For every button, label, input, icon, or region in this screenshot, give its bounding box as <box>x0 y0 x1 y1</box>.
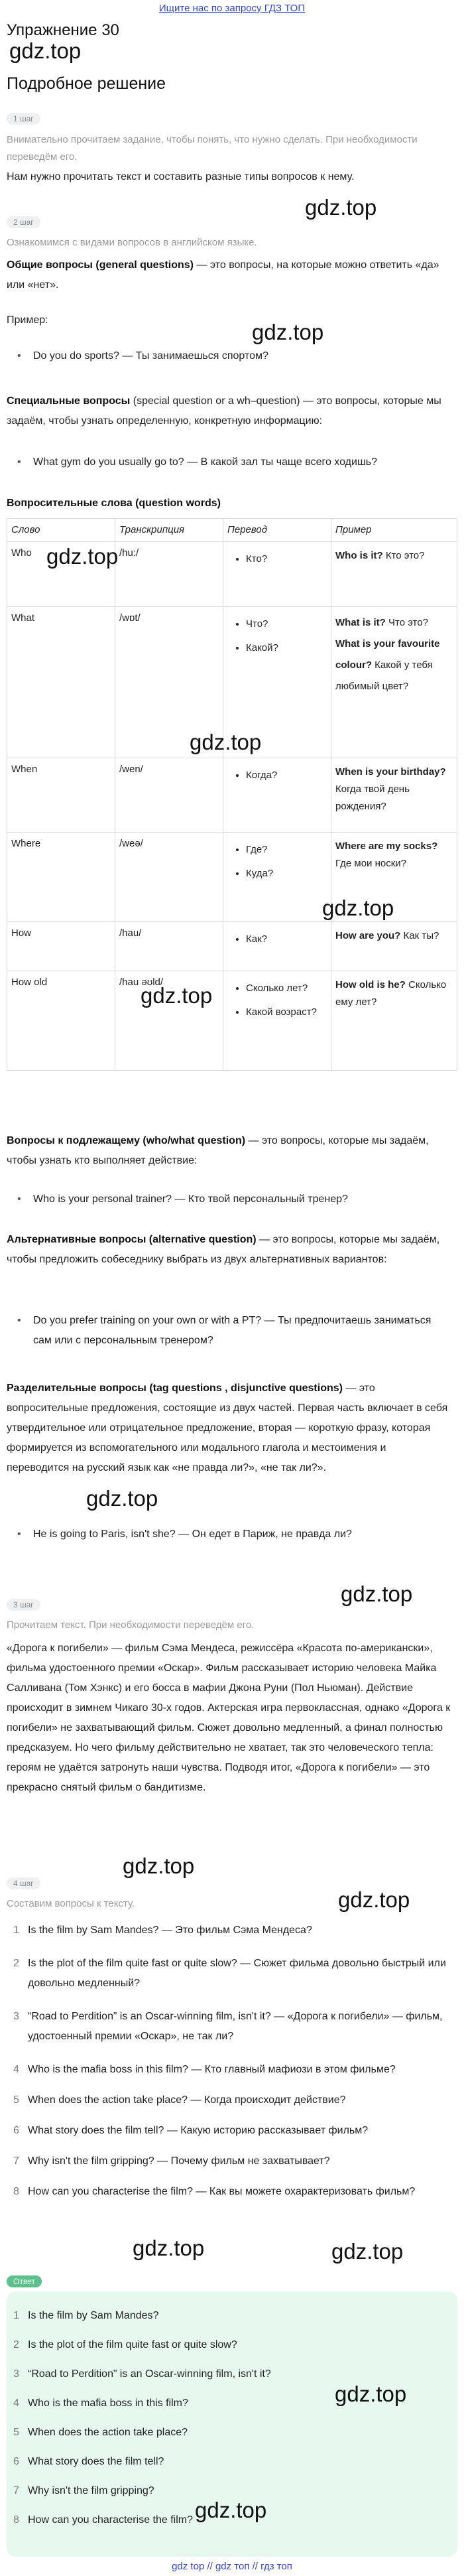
translation-item: • Куда? <box>246 862 327 886</box>
subject-questions-term: Вопросы к подлежащему (who/what question) <box>7 1135 246 1146</box>
word-cell: How old <box>7 971 115 1071</box>
answer-item-text: Why isn't the film gripping? <box>28 2485 154 2496</box>
translation-item: • Сколько лет? <box>246 977 327 1000</box>
translation-item: • Как? <box>246 927 327 951</box>
answer-item-text: Is the plot of the film quite fast or quite slow? <box>28 2339 237 2350</box>
table-header-cell: Слово <box>7 519 115 542</box>
translation-cell <box>223 542 331 607</box>
answer-badge: Ответ <box>7 2275 42 2287</box>
alternative-questions-term: Альтернативные вопросы (alternative question) <box>7 1234 257 1245</box>
special-example: • What gym do you usually go to? — В какой зал ты чаще всего ходишь? <box>33 452 451 472</box>
general-example: • Do you do sports? — Ты занимаешься спортом? <box>33 346 451 366</box>
list-number: 4 <box>13 2398 19 2409</box>
list-number: 5 <box>13 2427 19 2438</box>
example-ru: Какой у тебя любимый цвет? <box>335 659 433 692</box>
list-item-text: Is the film by Sam Mandes? — Это фильм Сэма Мендеса? <box>28 1925 312 1936</box>
tag-questions-term: Разделительные вопросы (tag questions , disjunctive questions) <box>7 1383 343 1394</box>
translation-cell <box>223 922 331 971</box>
question-words-table <box>7 518 457 1071</box>
alternative-questions-def <box>7 1230 451 1270</box>
answer-item <box>13 2335 452 2355</box>
example-cell <box>331 607 457 758</box>
brand-watermark: gdz.top <box>341 1582 413 1606</box>
list-item <box>13 1954 452 1994</box>
transcription-cell: /weə/ <box>115 833 223 922</box>
step1-note: Внимательно прочитаем задание, чтобы понять, что нужно сделать. При необходимости переведём его. <box>7 134 418 163</box>
transcription-cell: /hau/ <box>115 922 223 971</box>
answer-item <box>13 2306 452 2326</box>
list-item <box>13 2007 452 2047</box>
list-item <box>13 2182 452 2202</box>
subject-questions-desc: — это вопросы, которые мы задаём, чтобы узнать кто выполняет действие: <box>7 1135 429 1166</box>
translation-item: • Где? <box>246 838 327 862</box>
list-number: 1 <box>13 2310 19 2321</box>
brand-watermark: gdz.top <box>141 983 213 1008</box>
example-ru: Когда твой день рождения? <box>335 783 410 812</box>
example-label: Пример: <box>7 314 48 326</box>
table-header-cell: Транскрипция <box>115 519 223 542</box>
brand-watermark: gdz.top <box>305 195 377 220</box>
special-questions-def <box>7 391 451 431</box>
translation-item: • Какой? <box>246 636 327 660</box>
answer-item-text: What story does the film tell? <box>28 2456 164 2467</box>
word-cell: Where <box>7 833 115 922</box>
brand-watermark: gdz.top <box>9 38 82 63</box>
list-item <box>13 2060 452 2080</box>
list-number: 8 <box>13 2514 19 2526</box>
tag-questions-desc: — это вопросительные предложения, состоящие из двух частей. Первая часть включает в себя утвердительное или отрицательное предложение, вторая — короткую фразу, которая формируется из вспомогательного или модального глагола и местоимения и переводится на русский язык как «не правда ли?», «не так ли?». <box>7 1383 448 1473</box>
translation-cell <box>223 971 331 1071</box>
example-ru: Как ты? <box>400 930 439 941</box>
example-ru: Где мои носки? <box>335 858 406 869</box>
brand-watermark: gdz.top <box>322 896 394 920</box>
top-banner-link[interactable]: Ищите нас по запросу ГДЗ ТОП <box>158 3 306 14</box>
subject-questions-def <box>7 1131 451 1171</box>
table-row <box>7 758 457 833</box>
example-ru: Кто это? <box>382 550 425 561</box>
answer-item-text: How can you characterise the film? <box>28 2514 193 2526</box>
transcription-cell: /hau əʊld/ <box>115 971 223 1071</box>
step-badge-2: 2 шаг <box>7 216 40 228</box>
word-cell: When <box>7 758 115 833</box>
list-item <box>13 2090 452 2110</box>
list-item <box>13 2151 452 2171</box>
table-header-cell: Перевод <box>223 519 331 542</box>
tag-questions-def <box>7 1379 451 1478</box>
general-questions-def <box>7 255 451 295</box>
list-item <box>13 1921 452 1940</box>
list-item-text: Is the plot of the film quite fast or quite slow? — Сюжет фильма довольно быстрый или довольно медленный? <box>28 1958 446 1989</box>
list-number: 7 <box>13 2155 19 2167</box>
example-en: How are you? <box>335 930 401 941</box>
table-header-cell: Пример <box>331 519 457 542</box>
step-badge-3: 3 шаг <box>7 1599 40 1611</box>
footer-links[interactable]: gdz top // gdz топ // гдз топ <box>172 2561 292 2572</box>
list-number: 1 <box>13 1925 19 1936</box>
step1-text: Нам нужно прочитать текст и составить разные типы вопросов к нему. <box>7 171 355 182</box>
word-cell: What <box>7 607 115 758</box>
example-cell <box>331 971 457 1071</box>
list-item <box>13 2121 452 2141</box>
page <box>0 0 464 20</box>
step3-note: Прочитаем текст. При необходимости переведём его. <box>7 1619 255 1631</box>
special-questions-desc: (special question or a wh–question) — это вопросы, которые мы задаём, чтобы узнать определенную, конкретную информацию: <box>7 395 441 427</box>
example-cell <box>331 758 457 833</box>
word-cell: Who <box>7 542 115 607</box>
list-number: 6 <box>13 2456 19 2467</box>
table-title <box>7 494 451 513</box>
answer-item-text: “Road to Perdition” is an Oscar-winning film, isn't it? <box>28 2368 271 2380</box>
list-item-text: How can you characterise the film? — Как вы можете охарактеризовать фильм? <box>28 2186 416 2197</box>
step-badge-4: 4 шаг <box>7 1877 40 1889</box>
list-number: 4 <box>13 2064 19 2075</box>
list-number: 5 <box>13 2094 19 2106</box>
brand-watermark: gdz.top <box>331 2239 404 2264</box>
translation-item: • Что? <box>246 612 327 636</box>
example-en: What is it? <box>335 617 386 628</box>
alternative-questions-desc: — это вопросы, которые мы задаём, чтобы предложить собеседнику выбрать из двух альтернативных вариантов: <box>7 1234 440 1265</box>
solution-title: Подробное решение <box>7 74 166 93</box>
list-number: 2 <box>13 1958 19 1969</box>
exercise-title: Упражнение 30 <box>7 21 119 39</box>
answer-item <box>13 2423 452 2443</box>
general-questions-term: Общие вопросы (general questions) <box>7 259 194 271</box>
step4-note: Составим вопросы к тексту. <box>7 1898 135 1909</box>
example-en: When is your birthday? <box>335 766 446 778</box>
step2-note: Ознакомимся с видами вопросов в английском языке. <box>7 237 257 248</box>
table-row <box>7 971 457 1071</box>
step3-text: «Дорога к погибели» — фильм Сэма Мендеса, режиссёра «Красота по-американски», фильма удостоенного премии «Оскар». Фильм рассказывает историю человека Майка Салливана (Том Хэнкс) и его босса в мафии Джона Руни (Пол Ньюман). Действие происходит в зимнем Чикаго 30-х годов. Актерская игра первоклассная, однако «Дорога к погибели» не захватывающий фильм. Сюжет довольно медленный, а финал полностью предсказуем. Но чего фильму действительно не хватает, так это человеческого тепла: героям не удаётся затронуть наши чувства. Подводя итог, «Дорога к погибели» — это прекрасно снятый фильм о бандитизме. <box>7 1643 451 1793</box>
list-number: 3 <box>13 2368 19 2380</box>
list-item-text: What story does the film tell? — Какую историю рассказывает фильм? <box>28 2125 369 2136</box>
list-item-text: Who is the mafia boss in this film? — Кто главный мафиози в этом фильме? <box>28 2064 396 2075</box>
list-number: 6 <box>13 2125 19 2136</box>
brand-watermark: gdz.top <box>335 2382 407 2406</box>
list-item-text: “Road to Perdition” is an Oscar-winning film, isn't it? — «Дорога к погибели» — фильм, удостоенный премии «Оскар», не так ли? <box>28 2011 443 2042</box>
example-en: Who is it? <box>335 550 383 561</box>
word-cell: How <box>7 922 115 971</box>
table-header-row <box>7 519 457 542</box>
translation-item: • Когда? <box>246 764 327 787</box>
brand-watermark: gdz.top <box>252 320 324 344</box>
example-en: Where are my socks? <box>335 841 438 852</box>
answer-item-text: Is the film by Sam Mandes? <box>28 2310 159 2321</box>
transcription-cell: /hu:/ <box>115 542 223 607</box>
brand-watermark: gdz.top <box>190 730 262 754</box>
transcription-cell: /wɒt/ <box>115 607 223 758</box>
answer-item-text: When does the action take place? <box>28 2427 188 2438</box>
brand-watermark: gdz.top <box>86 1486 158 1511</box>
example-en: How old is he? <box>335 979 406 990</box>
general-questions-desc: — это вопросы, на которые можно ответить «да» или «нет». <box>7 259 439 291</box>
list-item-text: Why isn't the film gripping? — Почему фильм не захватывает? <box>28 2155 330 2167</box>
list-item-text: When does the action take place? — Когда происходит действие? <box>28 2094 346 2106</box>
answer-item <box>13 2452 452 2472</box>
list-number: 7 <box>13 2485 19 2496</box>
example-ru: Что это? <box>385 617 428 628</box>
brand-watermark: gdz.top <box>123 1854 195 1878</box>
step-badge-1: 1 шаг <box>7 113 40 125</box>
list-number: 2 <box>13 2339 19 2350</box>
translation-item: • Кто? <box>246 547 327 571</box>
translation-cell <box>223 758 331 833</box>
example-cell <box>331 542 457 607</box>
brand-watermark: gdz.top <box>338 1887 410 1912</box>
table-row <box>7 922 457 971</box>
brand-watermark: gdz.top <box>46 544 119 569</box>
example-en: What is your favourite colour? <box>335 638 440 671</box>
transcription-cell: /wen/ <box>115 758 223 833</box>
list-number: 3 <box>13 2011 19 2022</box>
special-questions-term: Специальные вопросы <box>7 395 131 407</box>
tag-example: • He is going to Paris, isn't she? — Он едет в Париж, не правда ли? <box>33 1525 451 1544</box>
translation-cell <box>223 833 331 922</box>
answer-item-text: Who is the mafia boss in this film? <box>28 2398 188 2409</box>
table-title-text: Вопросительные слова (question words) <box>7 498 221 509</box>
subject-example: • Who is your personal trainer? — Кто твой персональный тренер? <box>33 1189 451 1209</box>
list-number: 8 <box>13 2186 19 2197</box>
brand-watermark: gdz.top <box>195 2498 267 2522</box>
brand-watermark: gdz.top <box>133 2236 205 2260</box>
example-ru: Сколько ему лет? <box>335 979 447 1008</box>
example-cell <box>331 922 457 971</box>
translation-item: • Какой возраст? <box>246 1000 327 1024</box>
alternative-example: • Do you prefer training on your own or with a PT? — Ты предпочитаешь заниматься сам или с персональным тренером? <box>33 1311 451 1351</box>
top-banner[interactable] <box>0 0 464 20</box>
